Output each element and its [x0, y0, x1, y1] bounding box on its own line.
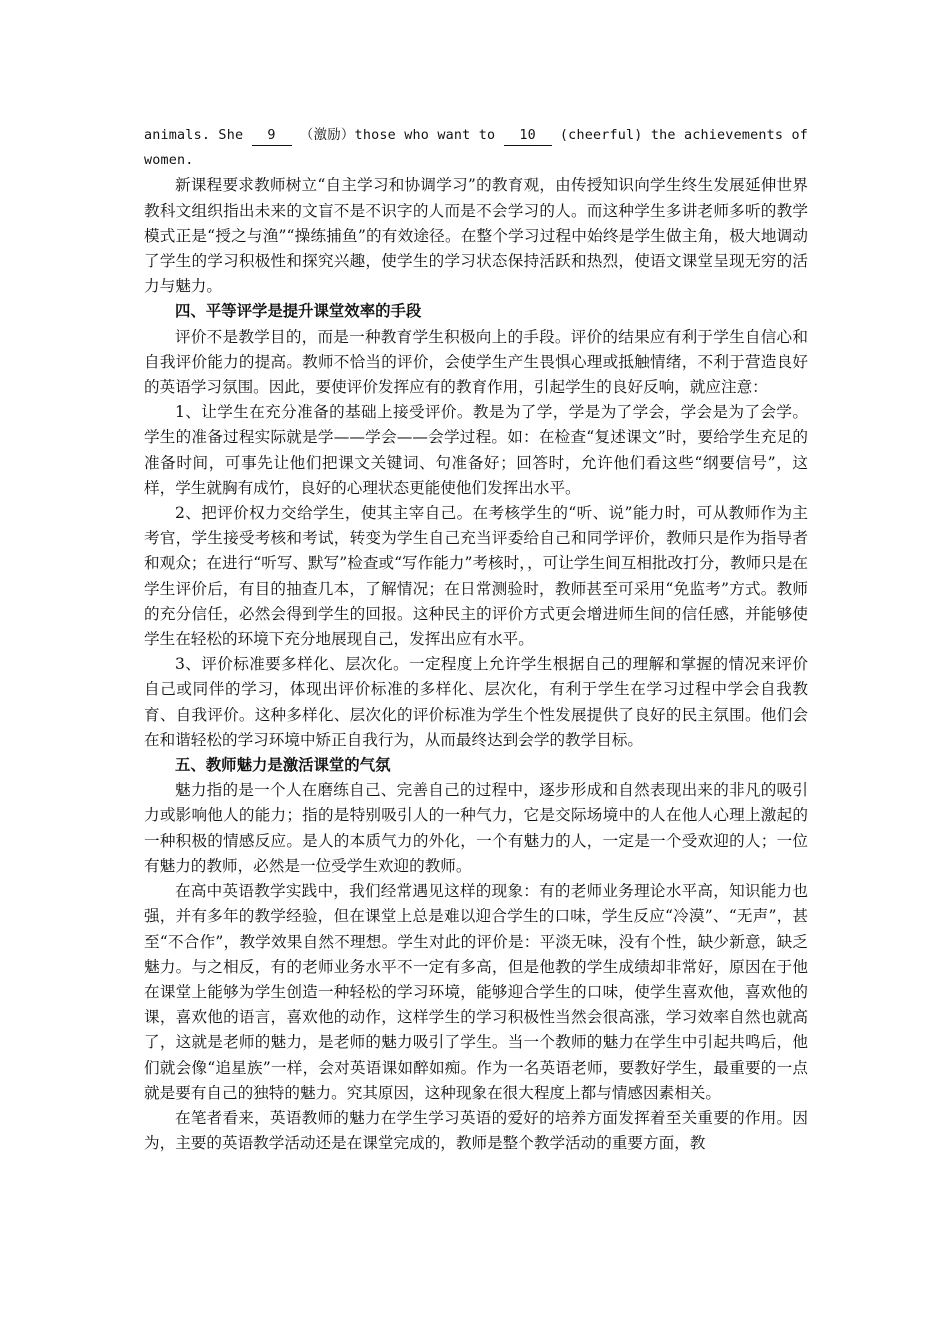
fill-blank-pre: animals. She: [144, 128, 252, 143]
paragraph-evaluation-2: 2、把评价权力交给学生，使其主宰自己。在考核学生的“听、说”能力时，可从教师作为主考官，学生接受考核和考试，转变为学生自己充当评委给自己和同学评价，教师只是作为指导者和观众；在进行“听写、默写”检查或“写作能力”考核时，，可让学生间互相批改打分，教师只是在学生评价后，有目的抽查几本，了解情况；在日常测验时，教师甚至可采用“免监考”方式。教师的充分信任，必然会得到学生的回报。这种民主的评价方式更会增进师生间的信任感，并能够使学生在轻松的环境下充分地展现自己，发挥出应有水平。: [144, 504, 808, 649]
answer-blank-9: 9: [252, 127, 292, 146]
fill-blank-sentence: [144, 123, 808, 173]
paragraph-evaluation-3: 3、评价标准要多样化、层次化。一定程度上允许学生根据自己的理解和掌握的情况来评价自己或同伴的学习，体现出评价标准的多样化、层次化，有利于学生在学习过程中学会自我教育、自我评价。这种多样化、层次化的评价标准为学生个性发展提供了良好的民主氛围。他们会在和谐轻松的学习环境中矫正自我行为，从而最终达到会学的教学目标。: [144, 655, 808, 749]
answer-blank-10: 10: [504, 127, 552, 146]
paragraph-evaluation-1: 1、让学生在充分准备的基础上接受评价。教是为了学，学是为了学会，学会是为了会学。学生的准备过程实际就是学——学会——会学过程。如：在检查“复述课文”时，要给学生充足的准备时间，可事先让他们把课文关键词、句准备好；回答时，允许他们看这些“纲要信号”，这样，学生就胸有成竹，良好的心理状态更能使他们发挥出水平。: [144, 403, 808, 497]
section-heading-4: 四、平等评学是提升课堂效率的手段: [175, 302, 422, 321]
section-heading-5: 五、教师魅力是激活课堂的气氛: [175, 756, 391, 775]
fill-blank-mid: （激励）those who want to: [291, 128, 504, 143]
paragraph-charm-role: 在笔者看来，英语教师的魅力在学生学习英语的爱好的培养方面发挥着至关重要的作用。因为，主要的英语教学活动还是在课堂完成的，教师是整个教学活动的重要方面，教: [144, 1108, 808, 1153]
fill-blank-post: (cheerful) the achievements of women.: [144, 128, 808, 169]
paragraph-autonomous-learning: 新课程要求教师树立“自主学习和协调学习”的教育观，由传授知识向学生终生发展延伸世界教科文组织指出未来的文盲不是不识字的人而是不会学习的人。而这种学生多讲老师多听的教学模式正是“授之与渔”“操练捕鱼”的有效途径。在整个学习过程中始终是学生做主角，极大地调动了学生的学习积极性和探究兴趣，使学生的学习状态保持活跃和热烈，使语文课堂呈现无穷的活力与魅力。: [144, 176, 808, 296]
paragraph-evaluation-intro: 评价不是教学目的，而是一种教育学生积极向上的手段。评价的结果应有利于学生自信心和自我评价能力的提高。教师不恰当的评价，会使学生产生畏惧心理或抵触情绪，不利于营造良好的英语学习氛围。因此，要使评价发挥应有的教育作用，引起学生的良好反响，就应注意：: [144, 327, 808, 397]
paragraph-charm-definition: 魅力指的是一个人在磨练自己、完善自己的过程中，逐步形成和自然表现出来的非凡的吸引力或影响他人的能力；指的是特别吸引人的一种气力，它是交际场境中的人在他人心理上激起的一种积极的情感反应。是人的本质气力的外化，一个有魅力的人，一定是一个受欢迎的人；一位有魅力的教师，必然是一位受学生欢迎的教师。: [144, 781, 808, 875]
paragraph-charm-practice: 在高中英语教学实践中，我们经常遇见这样的现象：有的老师业务理论水平高，知识能力也强，并有多年的教学经验，但在课堂上总是难以迎合学生的口味，学生反应“冷漠”、“无声”，甚至“不合作”，教学效果自然不理想。学生对此的评价是：平淡无味，没有个性，缺少新意，缺乏魅力。与之相反，有的老师业务水平不一定有多高，但是他教的学生成绩却非常好，原因在于他在课堂上能够为学生创造一种轻松的学习环境，能够迎合学生的口味，使学生喜欢他，喜欢他的课，喜欢他的语言，喜欢他的动作，这样学生的学习积极性当然会很高涨，学习效率自然也就高了，这就是老师的魅力，是老师的魅力吸引了学生。当一个教师的魅力在学生中引起共鸣后，他们就会像“追星族”一样，会对英语课如醉如痴。作为一名英语老师，要教好学生，最重要的一点就是要有自己的独特的魅力。究其原因，这种现象在很大程度上都与情感因素相关。: [144, 882, 808, 1102]
document-page: [144, 123, 808, 1156]
